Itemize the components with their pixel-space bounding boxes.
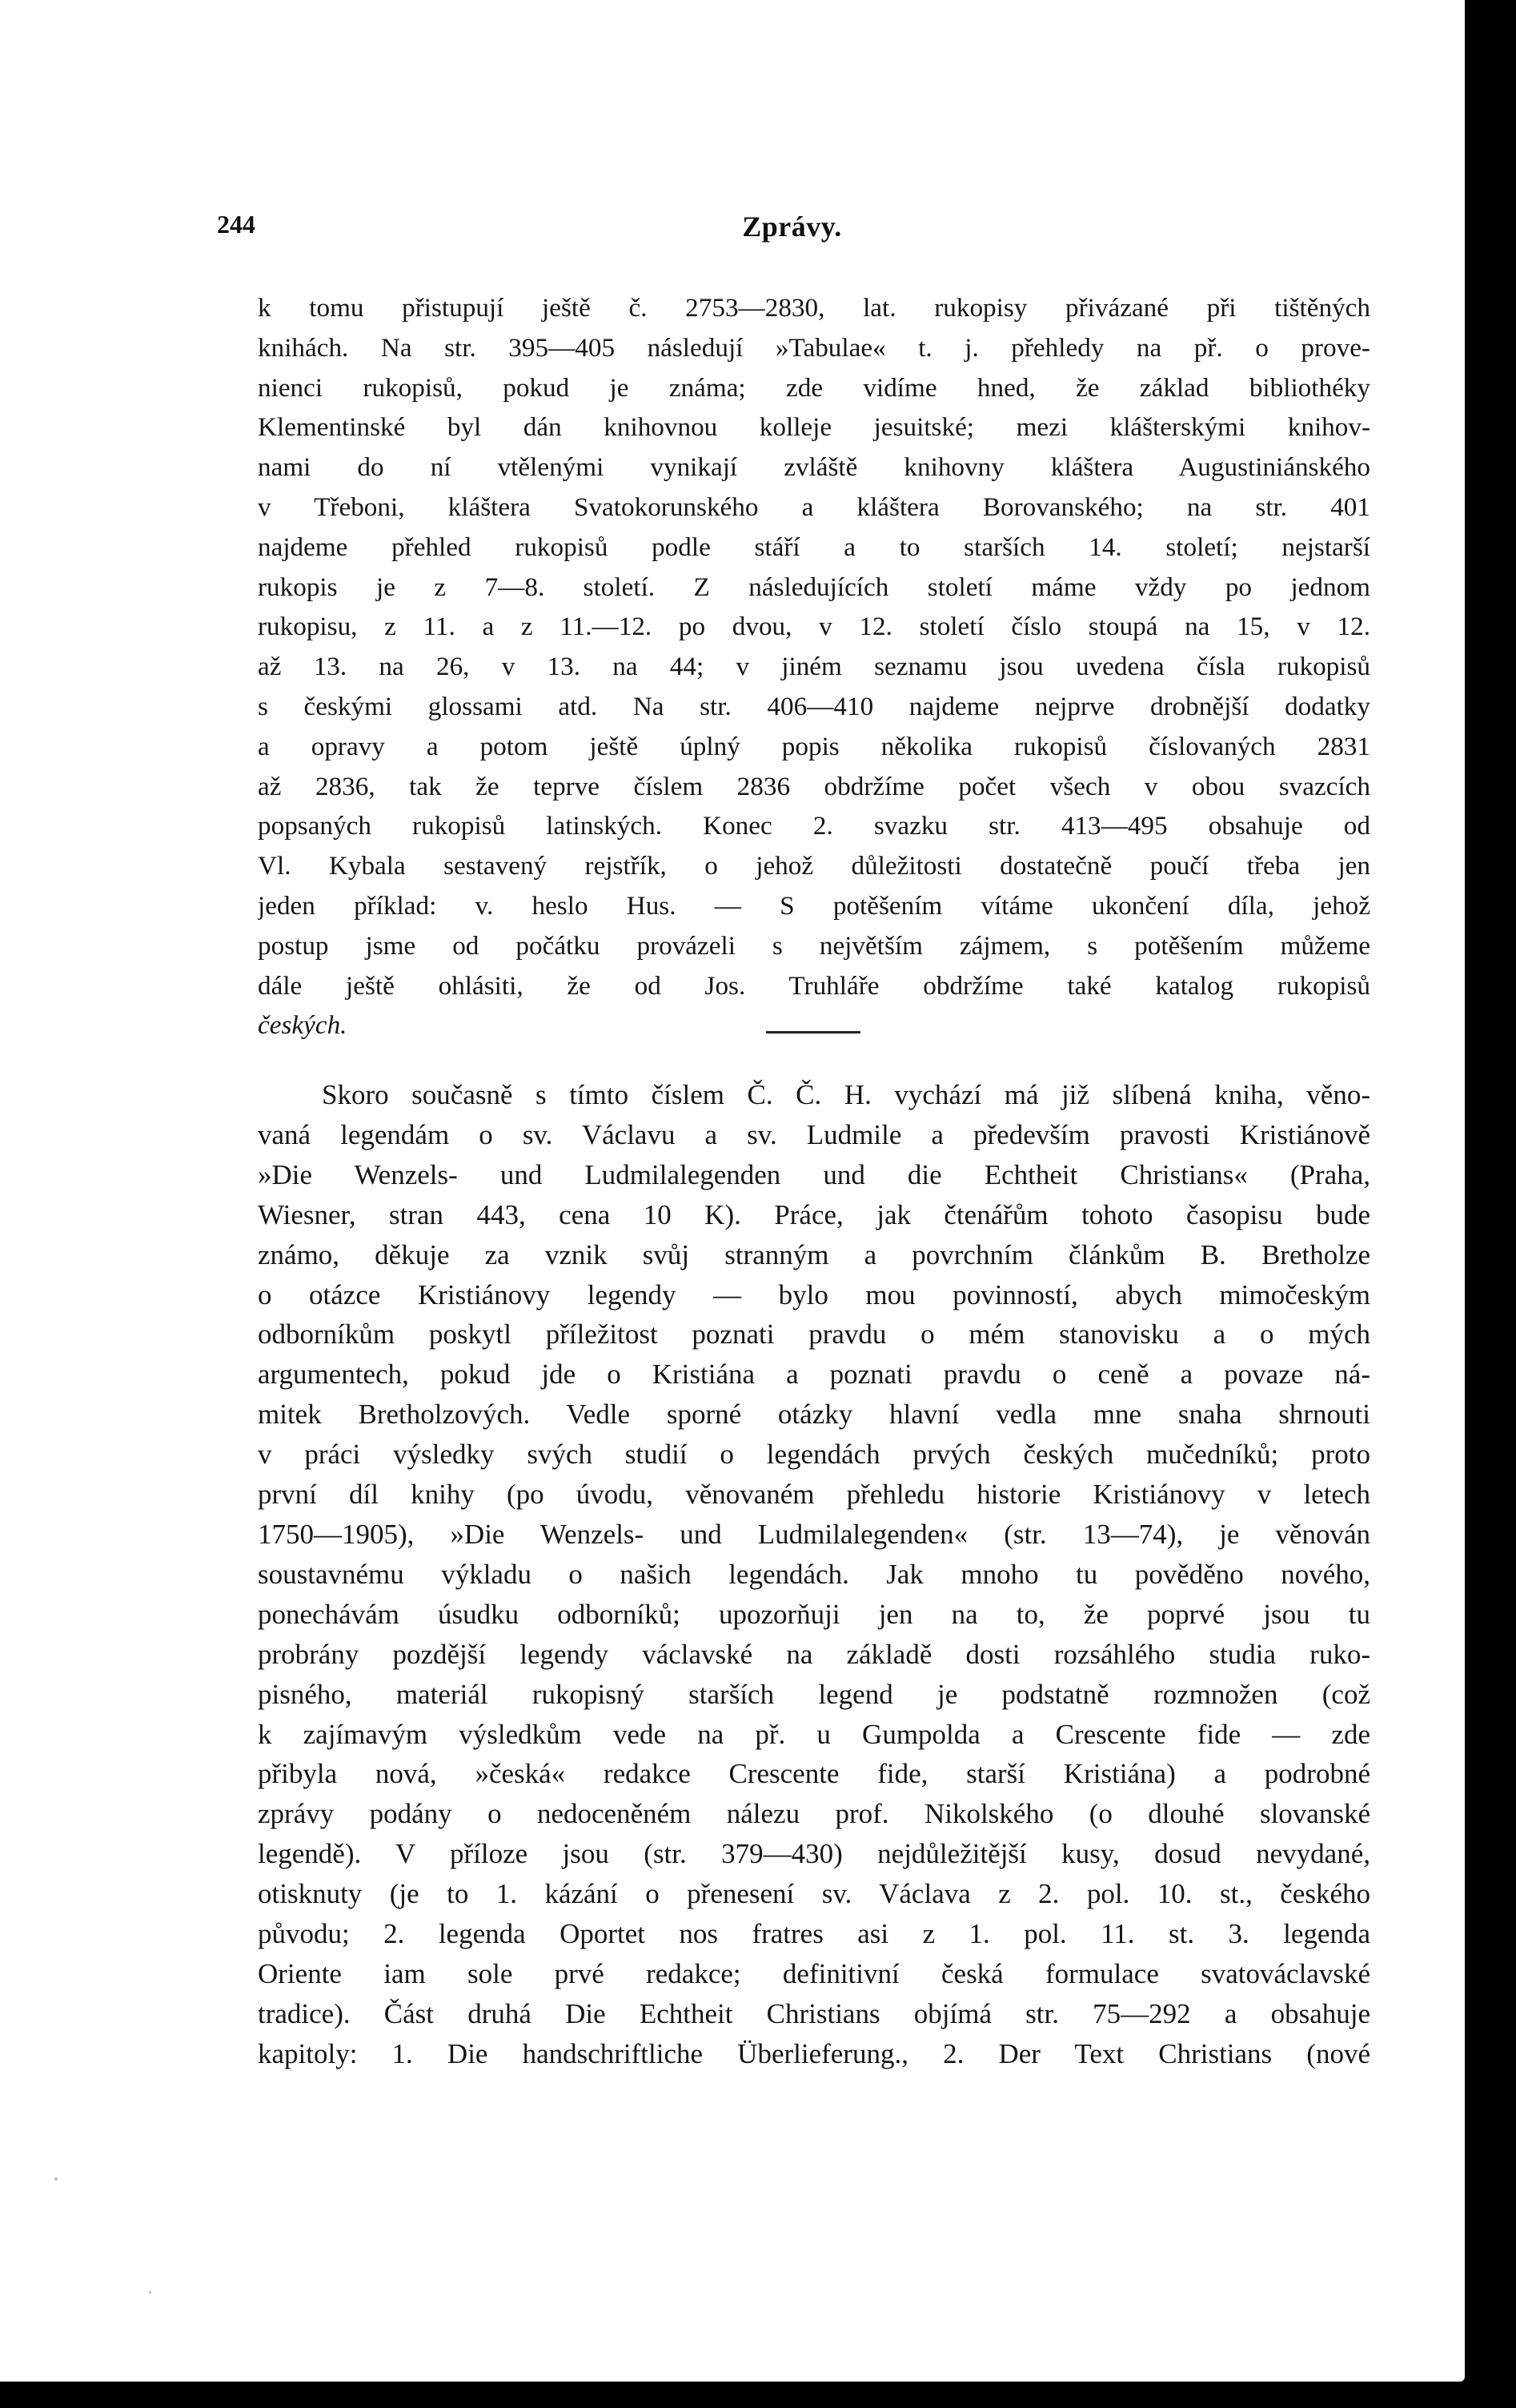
text-line: rukopis je z 7—8. století. Z následujících století máme vždy po jednom (258, 572, 1370, 602)
text-line: českých. (258, 1010, 347, 1041)
text-line: ponechávám úsudku odborníků; upozorňuji jen na to, že poprvé jsou tu (258, 1598, 1370, 1630)
text-line: knihách. Na str. 395—405 následují »Tabulae« t. j. přehledy na př. o prove- (258, 332, 1370, 363)
text-line: a opravy a potom ještě úplný popis několika rukopisů číslovaných 2831 (258, 731, 1370, 761)
paragraph-catalog-review (258, 288, 1370, 1045)
text-line: dále ještě ohlásiti, že od Jos. Truhláře obdržíme také katalog rukopisů (258, 970, 1370, 1001)
text-line: »Die Wenzels- und Ludmilalegenden und die Echtheit Christians« (Praha, (258, 1158, 1370, 1190)
text-line: popsaných rukopisů latinských. Konec 2. svazku str. 413—495 obsahuje od (258, 811, 1370, 841)
text-line: v Třeboni, kláštera Svatokorunského a kláštera Borovanského; na str. 401 (258, 492, 1370, 522)
text-line: jeden příklad: v. heslo Hus. — S potěšením vítáme ukončení díla, jehož (258, 890, 1370, 921)
text-line: nienci rukopisů, pokud je známa; zde vidíme hned, že základ bibliothéky (258, 372, 1370, 403)
text-line: první díl knihy (po úvodu, věnovaném přehledu historie Kristiánovy v letech (258, 1479, 1370, 1511)
page-header (217, 210, 1367, 250)
text-line: původu; 2. legenda Oportet nos fratres asi z 1. pol. 11. st. 3. legenda (258, 1918, 1370, 1950)
text-line: pisného, materiál rukopisný starších legend je podstatně rozmnožen (což (258, 1678, 1370, 1710)
text-line: až 2836, tak že teprve číslem 2836 obdržíme počet všech v obou svazcích (258, 771, 1370, 801)
text-line: odborníkům poskytl příležitost poznati pravdu o mém stanovisku a o mých (258, 1318, 1370, 1350)
text-line: zprávy podány o nedoceněném nálezu prof. Nikolského (o dlouhé slovanské (258, 1798, 1370, 1830)
text-line: 1750—1905), »Die Wenzels- und Ludmilalegenden« (str. 13—74), je věnován (258, 1518, 1370, 1550)
page-number: 244 (217, 210, 255, 239)
paper-speck (149, 2291, 151, 2294)
text-line: vaná legendám o sv. Václavu a sv. Ludmile a především pravosti Kristiánově (258, 1118, 1370, 1150)
text-line: Skoro současně s tímto číslem Č. Č. H. vychází má již slíbená kniha, věno- (322, 1079, 1370, 1110)
text-line: v práci výsledky svých studií o legendách prvých českých mučedníků; proto (258, 1439, 1370, 1471)
text-line: k tomu přistupují ještě č. 2753—2830, lat. rukopisy přivázané při tištěných (258, 293, 1370, 323)
text-line: Vl. Kybala sestavený rejstřík, o jehož důležitosti dostatečně poučí třeba jen (258, 851, 1370, 881)
text-line: s českými glossami atd. Na str. 406—410 najdeme nejprve drobnější dodatky (258, 691, 1370, 721)
text-line: o otázce Kristiánovy legendy — bylo mou povinností, abych mimočeským (258, 1278, 1370, 1310)
text-line: argumentech, pokud jde o Kristiána a poznati pravdu o ceně a povaze ná- (258, 1359, 1370, 1391)
text-line: soustavnému výkladu o našich legendách. Jak mnoho tu pověděno nového, (258, 1558, 1370, 1590)
text-line: přibyla nová, »česká« redakce Crescente fide, starší Kristiána) a podrobné (258, 1758, 1370, 1790)
text-line: kapitoly: 1. Die handschriftliche Überlieferung., 2. Der Text Christians (nové (258, 2037, 1370, 2069)
paper-speck (54, 2177, 58, 2181)
text-line: rukopisu, z 11. a z 11.—12. po dvou, v 12. století číslo stoupá na 15, v 12. (258, 612, 1370, 642)
text-line: mitek Bretholzových. Vedle sporné otázky hlavní vedla mne snaha shrnouti (258, 1399, 1370, 1431)
text-line: najdeme přehled rukopisů podle stáří a to starších 14. století; nejstarší (258, 532, 1370, 562)
text-line: známo, děkuje za vznik svůj stranným a povrchním článkům B. Bretholze (258, 1238, 1370, 1270)
text-line: Wiesner, stran 443, cena 10 K). Práce, jak čtenářům tohoto časopisu bude (258, 1198, 1370, 1230)
running-title: Zprávy. (742, 211, 842, 243)
text-line: Oriente iam sole prvé redakce; definitivní česká formulace svatováclavské (258, 1957, 1370, 1989)
text-line: legendě). V příloze jsou (str. 379—430) nejdůležitější kusy, dosud nevydané, (258, 1838, 1370, 1870)
text-line: otisknuty (je to 1. kázání o přenesení sv. Václava z 2. pol. 10. st., českého (258, 1878, 1370, 1910)
text-line: nami do ní vtělenými vynikají zvláště knihovny kláštera Augustiniánského (258, 452, 1370, 483)
text-line: probrány pozdější legendy václavské na základě dosti rozsáhlého studia ruko- (258, 1638, 1370, 1670)
text-line: až 13. na 26, v 13. na 44; v jiném seznamu jsou uvedena čísla rukopisů (258, 652, 1370, 682)
text-line: k zajímavým výsledkům vede na př. u Gumpolda a Crescente fide — zde (258, 1718, 1370, 1750)
text-line: tradice). Část druhá Die Echtheit Christians objímá str. 75—292 a obsahuje (258, 1997, 1370, 2029)
paragraph-legend-book (258, 1075, 1370, 2074)
section-divider (766, 1031, 860, 1033)
text-line: Klementinské byl dán knihovnou kolleje jesuitské; mezi klášterskými knihov- (258, 412, 1370, 443)
text-line: postup jsme od počátku provázeli s největším zájmem, s potěšením můžeme (258, 930, 1370, 961)
